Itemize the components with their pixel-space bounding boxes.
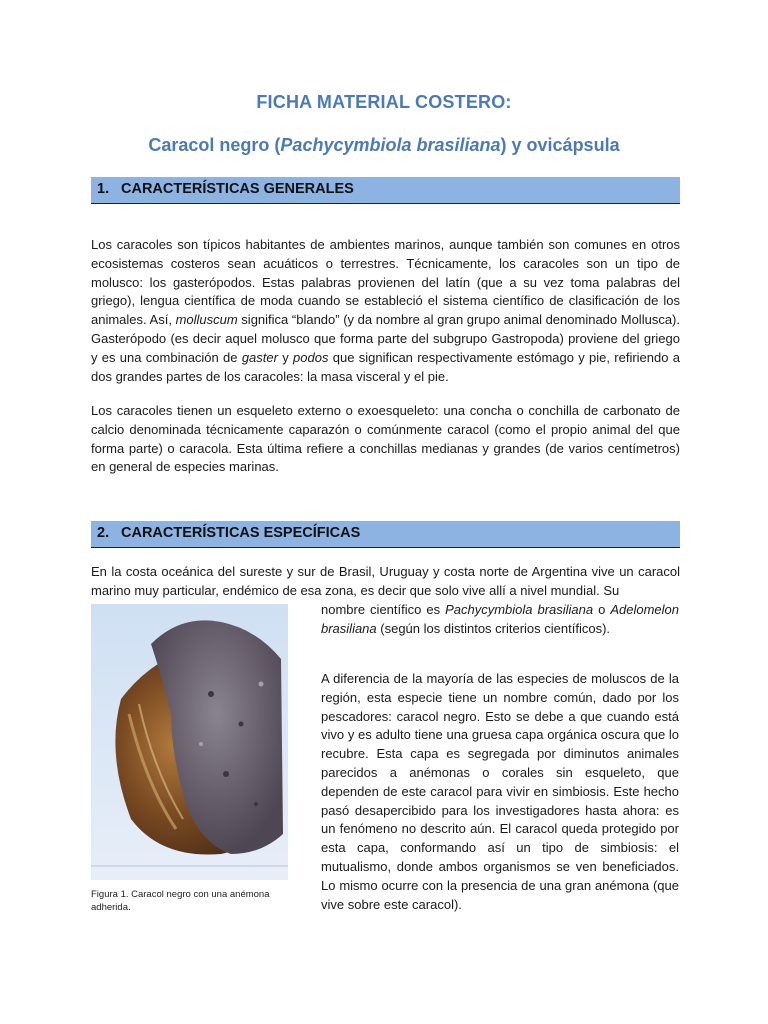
section-2-paragraph-2: A diferencia de la mayoría de las especies de moluscos de la región, esta especie tiene un nombre común, dado por los pescadores: caracol negro. Esto se debe a que cuando está vivo y es adulto tiene una gruesa capa orgánica oscura que lo recubre. Esta capa es segregada por diminutos animales parecidos a anémonas o corales sin esqueleto, que dependen de este caracol para vivir en simbiosis. Este hecho pasó desapercibido para los investigadores hasta ahora: es un fenómeno no descrito aún. El caracol queda protegido por esta capa, conformando así un tipo de simbiosis: el mutualismo, donde ambos organismos se ven beneficiados. Lo mismo ocurre con la presencia de una gran anémona (que vive sobre este caracol). [321,671,679,912]
section-2-heading: CARACTERÍSTICAS ESPECÍFICAS [121,525,361,541]
section-2-paragraph-1 [321,601,679,639]
section-2-header [91,521,680,548]
s1p1-c: y [277,349,294,365]
s2p1-b: o [593,602,611,617]
section-1-heading: CARACTERÍSTICAS GENERALES [121,181,354,197]
subtitle-species: Pachycymbiola brasiliana [280,135,501,155]
s1p1-b: significa “blando” (y da nombre al gran grupo animal denominado Mollusca). Gasterópodo (es decir aquel molusco que forma parte del subgrupo Gastropoda) proviene del griego y es una combinación de [91,312,680,365]
s1p1-podos: podos [293,349,329,365]
s1p1-molluscum: molluscum [175,312,238,328]
section-1-paragraph-2: Los caracoles tienen un esqueleto externo o exoesqueleto: una concha o conchilla de carbonato de calcio denominada técnicamente caparazón o comúnmente caracol (como el propio animal del que forma parte) o caracola. Esta última refiere a conchillas medianas y grandes (de varios centímetros) en general de especies marinas. [91,403,680,475]
subtitle-prefix: Caracol negro ( [148,135,281,155]
s1p1-d: que significan respectivamente estómago y pie, refiriendo a dos grandes partes de los caracoles: la masa visceral y el pie. [91,349,680,384]
section-2-intro: En la costa oceánica del sureste y sur de Brasil, Uruguay y costa norte de Argentina vive un caracol marino muy particular, endémico de esa zona, es decir que solo vive allí a nivel mundial. Su [91,564,680,598]
s2p1-name2: Adelomelon brasiliana [321,602,679,636]
s1p1-gaster: gaster [241,349,278,365]
s1p1-a: Los caracoles son típicos habitantes de ambientes marinos, aunque también son comunes en otros ecosistemas costeros sean acuáticos o terrestres. Técnicamente, los caracoles son un tipo de molusco: los gasterópodos. Estas palabras provienen del latín (que a su vez toma palabras del griego), lengua científica de moda cuando se estableció el sistema científico de clasificación de los animales. Así, [91,237,680,328]
subtitle-suffix: ) y ovicápsula [500,135,620,155]
section-1-header [91,177,680,204]
figure-caption: Figura 1. Caracol negro con una anémona adherida. [91,889,270,913]
section-1-paragraph-1 [91,236,680,386]
section-2-number: 2. [97,525,110,541]
document-subtitle [0,135,768,156]
s2p1-name1: Pachycymbiola brasiliana [445,602,594,617]
snail-photo [91,604,288,880]
s2p1-a: nombre científico es [321,602,446,617]
section-1-number: 1. [97,181,110,197]
s2p1-c: (según los distintos criterios científicos). [376,620,611,636]
document-title: FICHA MATERIAL COSTERO: [256,92,512,112]
